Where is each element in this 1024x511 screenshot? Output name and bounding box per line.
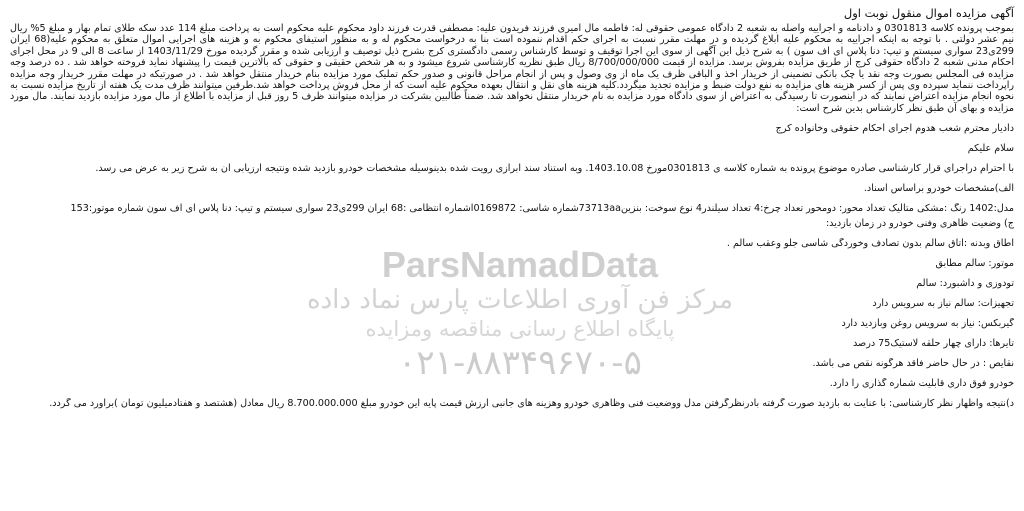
engine-status: موتور: سالم مطابق	[935, 258, 1014, 270]
report-greeting: سلام علیکم	[967, 143, 1014, 155]
defects-status: نقایص : در حال حاضر فاقد هرگونه نقص می باشد.	[812, 358, 1014, 370]
notice-title: آگهی مزایده اموال منقول نوبت اول	[843, 6, 1014, 20]
plate-status: خودرو فوق داری قابلیت شماره گذاری را دارد.	[829, 378, 1014, 390]
equipment-status: تجهیزات: سالم نیاز به سرویس دارد	[872, 298, 1014, 310]
report-preface: با احترام دراجرای قرار کارشناسی صادره موضوع پرونده به شماره کلاسه ی 0301813مورخ 1403.10.08. وبه استناد سند ابرازی رویت شده بدینوسیله مشخصات خودرو بازدید شده ونتیجه ارزیابی آن به شرح زیر به عرض می رسد.	[95, 163, 1014, 175]
report-addressee: دادیار محترم شعب هدوم اجرای احکام حقوقی وخانواده کرج	[775, 123, 1014, 135]
intro-paragraph: بموجب پرونده کلاسه 0301813 و دادنامه و اجراییه واصله به شعبه 2 دادگاه عمومی حقوقی له: فاطمه مال امیری فرزند فریدون علیه: مصطفی قدرت فرزند داود محکوم علیه محکوم است به پرداخت مبلغ 114 عدد سکه طلای تمام بهار و مبلغ 5% ریال نیم عشر دولتی . با توجه به اینکه اجراییه به محکوم علیه ابلاغ گردیده و در مهلت مقرر نسبت به اجرای حکم اقدام ننموده است بنا به درخواست محکوم له و به منظور استیفای محکوم به و هزینه های اجرایی اموال متعلق به محکوم علیه(68 ایران 299ی23 سواری سیستم و تیپ: دنا پلاس ای اف سون ) به شرح ذیل این آگهی از سوی این اجرا توقیف و توسط کارشناس رسمی دادگستری کرج بشرح ذیل توصیف و ارزیابی شده و مقرر گردیده مورخ 1403/11/29 از ساعت 8 الی 9 در محل اجرای احکام مدنی شعبه 2 دادگاه حقوقی کرج از طریق مزایده بفروش برسد. مزایده از قیمت 8/700/000/000 ریال طبق نظریه کارشناسی شروع میشود و به هر شخص حقیقی و حقوقی که بالاترین قیمت را پیشنهاد نماید فروخته خواهد شد . ده درصد وجه مزایده فی المجلس بصورت وجه نقد یا چک بانکی تضمینی از خریدار اخذ و الباقی ظرف یک ماه از وی وصول و پس از انجام مراحل قانونی و صدور حکم تملیک مورد مزایده بنام خریدار منتقل خواهد شد . در صورتیکه در مهلت مقرر خریدار وجه مزایده راپرداخت ننماید سپرده وی پس از کسر هزینه های مزایده به نفع دولت ضبط و مزایده تجدید میگردد.کلیه هزینه های نقل و انتقال بعهده محکوم علیه است که از محل فروش پرداخت خواهد شد.طرفین میتوانند ظرف مدت یک هفته از تاریخ مزایده نسبت به نحوه انجام مزایده اعتراض نمایند که در اینصورت تا رسیدگی به اعتراض از سوی دادگاه مورد مزایده به نام خریدار منتقل نخواهد شد. ضمناً طالبین بشرکت در مزایده میتوانند ظرف 5 روز قبل از مزایده با اطلاع از مال مورد مزایده بازدید نمایند. مال مورد مزایده و بهای آن طبق نظر کارشناس بدین شرح است:	[10, 23, 1015, 114]
expert-conclusion: د)نتیجه واظهار نظر کارشناسی: با عنایت به بازدید صورت گرفته بادرنظرگرفتن مدل ووضعیت فنی وظاهری خودرو وهزینه های جانبی ارزش قیمت پایه این خودرو مبلغ 8.700.000.000 ریال معادل (هشتصد و هفتادمیلیون تومان )برآورد می گردد.	[49, 398, 1014, 410]
gearbox-status: گیربکس: نیاز به سرویس روغن وبازدید دارد	[841, 318, 1014, 330]
section-jim-heading: ج) وضعیت ظاهری وفنی خودرو در زمان بازدید:	[825, 218, 1014, 230]
section-alef-heading: الف)مشخصات خودرو براساس اسناد.	[863, 183, 1014, 195]
interior-status: تودوزی و داشبورد: سالم	[916, 278, 1014, 290]
watermark-brand: ParsNamadData	[381, 244, 659, 285]
watermark-line1: مرکز فن آوری اطلاعات پارس نماد داده	[306, 285, 734, 315]
watermark-phone: ۰۲۱-۸۸۳۴۹۶۷۰-۵	[398, 343, 642, 383]
watermark-line2: پایگاه اطلاع رسانی مناقصه ومزایده	[365, 317, 675, 341]
tires-status: تایرها: دارای چهار حلقه لاستیک75 درصد	[853, 338, 1014, 350]
vehicle-specs: مدل:1402 رنگ :مشکی متالیک تعداد محور: دومحور تعداد چرخ:4 تعداد سیلندر4 نوع سوخت: بنزین73713aaشماره شاسی: 0169872اشماره انتظامی :68 ایران 299ی23 سواری سیستم و تیپ: دنا پلاس ای اف سون شماره موتور:153	[70, 203, 1014, 215]
cabin-status: اطاق وبدنه :اتاق سالم بدون تصادف وخوردگی شاسی جلو وعقب سالم .	[726, 238, 1014, 250]
